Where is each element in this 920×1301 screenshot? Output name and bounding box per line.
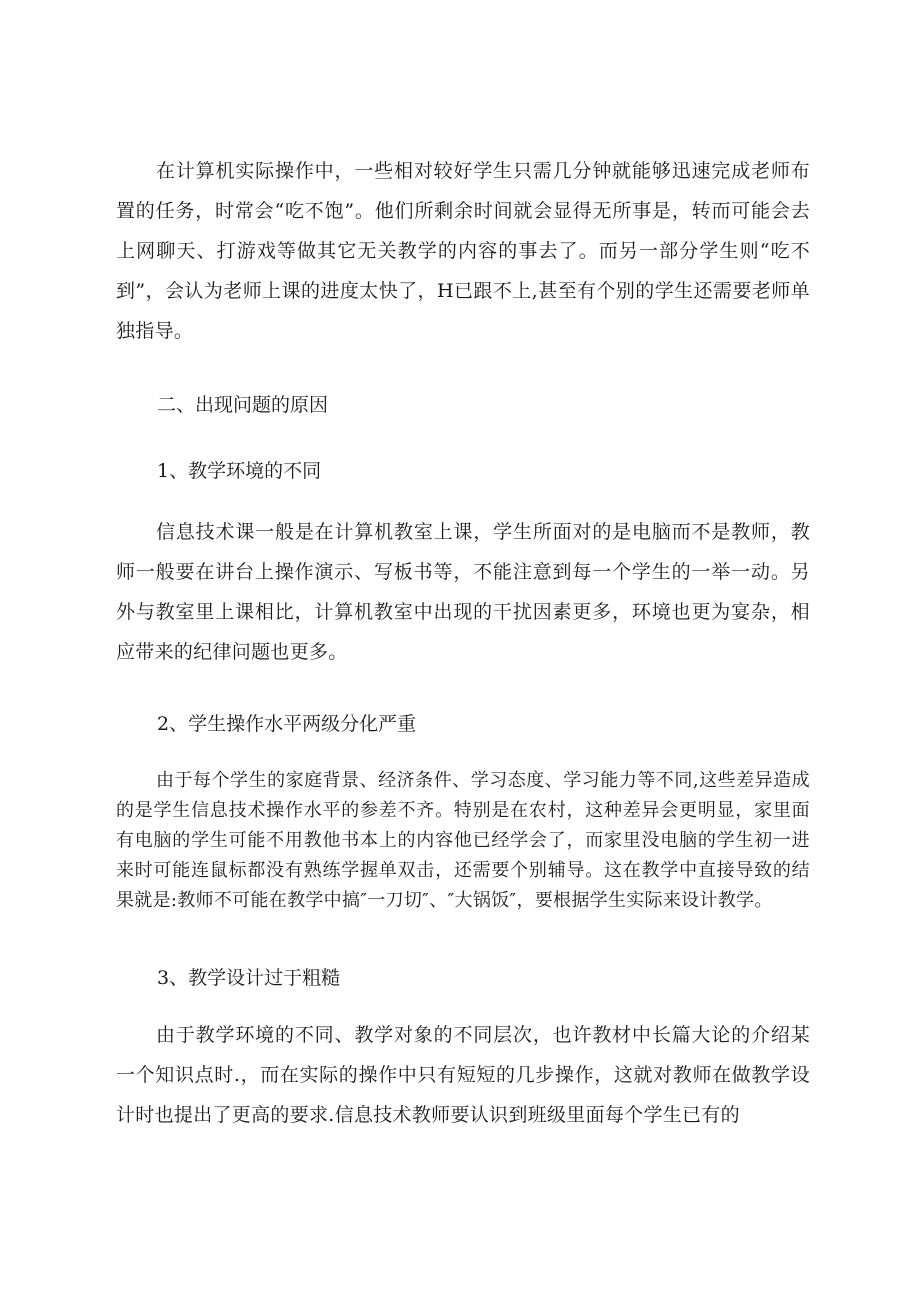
paragraph-skill-gap: 由于每个学生的家庭背景、经济条件、学习态度、学习能力等不同,这些差异造成的是学生信息技术操作水平的参差不齐。特别是在农村，这种差异会更明显，家里面有电脑的学生可能不用教他书本上的内容他已经学会了，而家里没电脑的学生初一进来时可能连鼠标都没有熟练学握单双击，还需要个别辅导。这在教学中直接导致的结果就是:教师不可能在教学中搞″一刀切″、″大锅饭″，要根据学生实际来设计教学。 [116,770,810,911]
subheading-teaching-environment: 1、教学环境的不同 [157,460,322,482]
section-heading: 二、出现问题的原因 [157,394,329,416]
subheading-skill-gap: 2、学生操作水平两级分化严重 [157,713,417,735]
subheading-teaching-design: 3、教学设计过于粗糙 [157,967,341,989]
paragraph-teaching-design: 由于教学环境的不同、教学对象的不同层次，也许教材中长篇大论的介绍某一个知识点时.，而在实际的操作中只有短短的几步操作，这就对教师在做教学设计时也提出了更高的要求.信息技术教师要认识到班级里面每个学生已有的 [116,1024,810,1126]
paragraph-student-pace: 在计算机实际操作中，一些相对较好学生只需几分钟就能够迅速完成老师布置的任务，时常会“吃不饱”。他们所剩余时间就会显得无所事是，转而可能会去上网聊天、打游戏等做其它无关教学的内容的事去了。而另一部分学生则“吃不到”，会认为老师上课的进度太快了，H已跟不上,甚至有个别的学生还需要老师单独指导。 [116,160,810,342]
paragraph-teaching-environment: 信息技术课一般是在计算机教室上课，学生所面对的是电脑而不是教师，教师一般要在讲台上操作演示、写板书等，不能注意到每一个学生的一举一动。另外与教室里上课相比，计算机教室中出现的干扰因素更多，环境也更为宴杂，相应带来的纪律问题也更多。 [116,521,810,663]
